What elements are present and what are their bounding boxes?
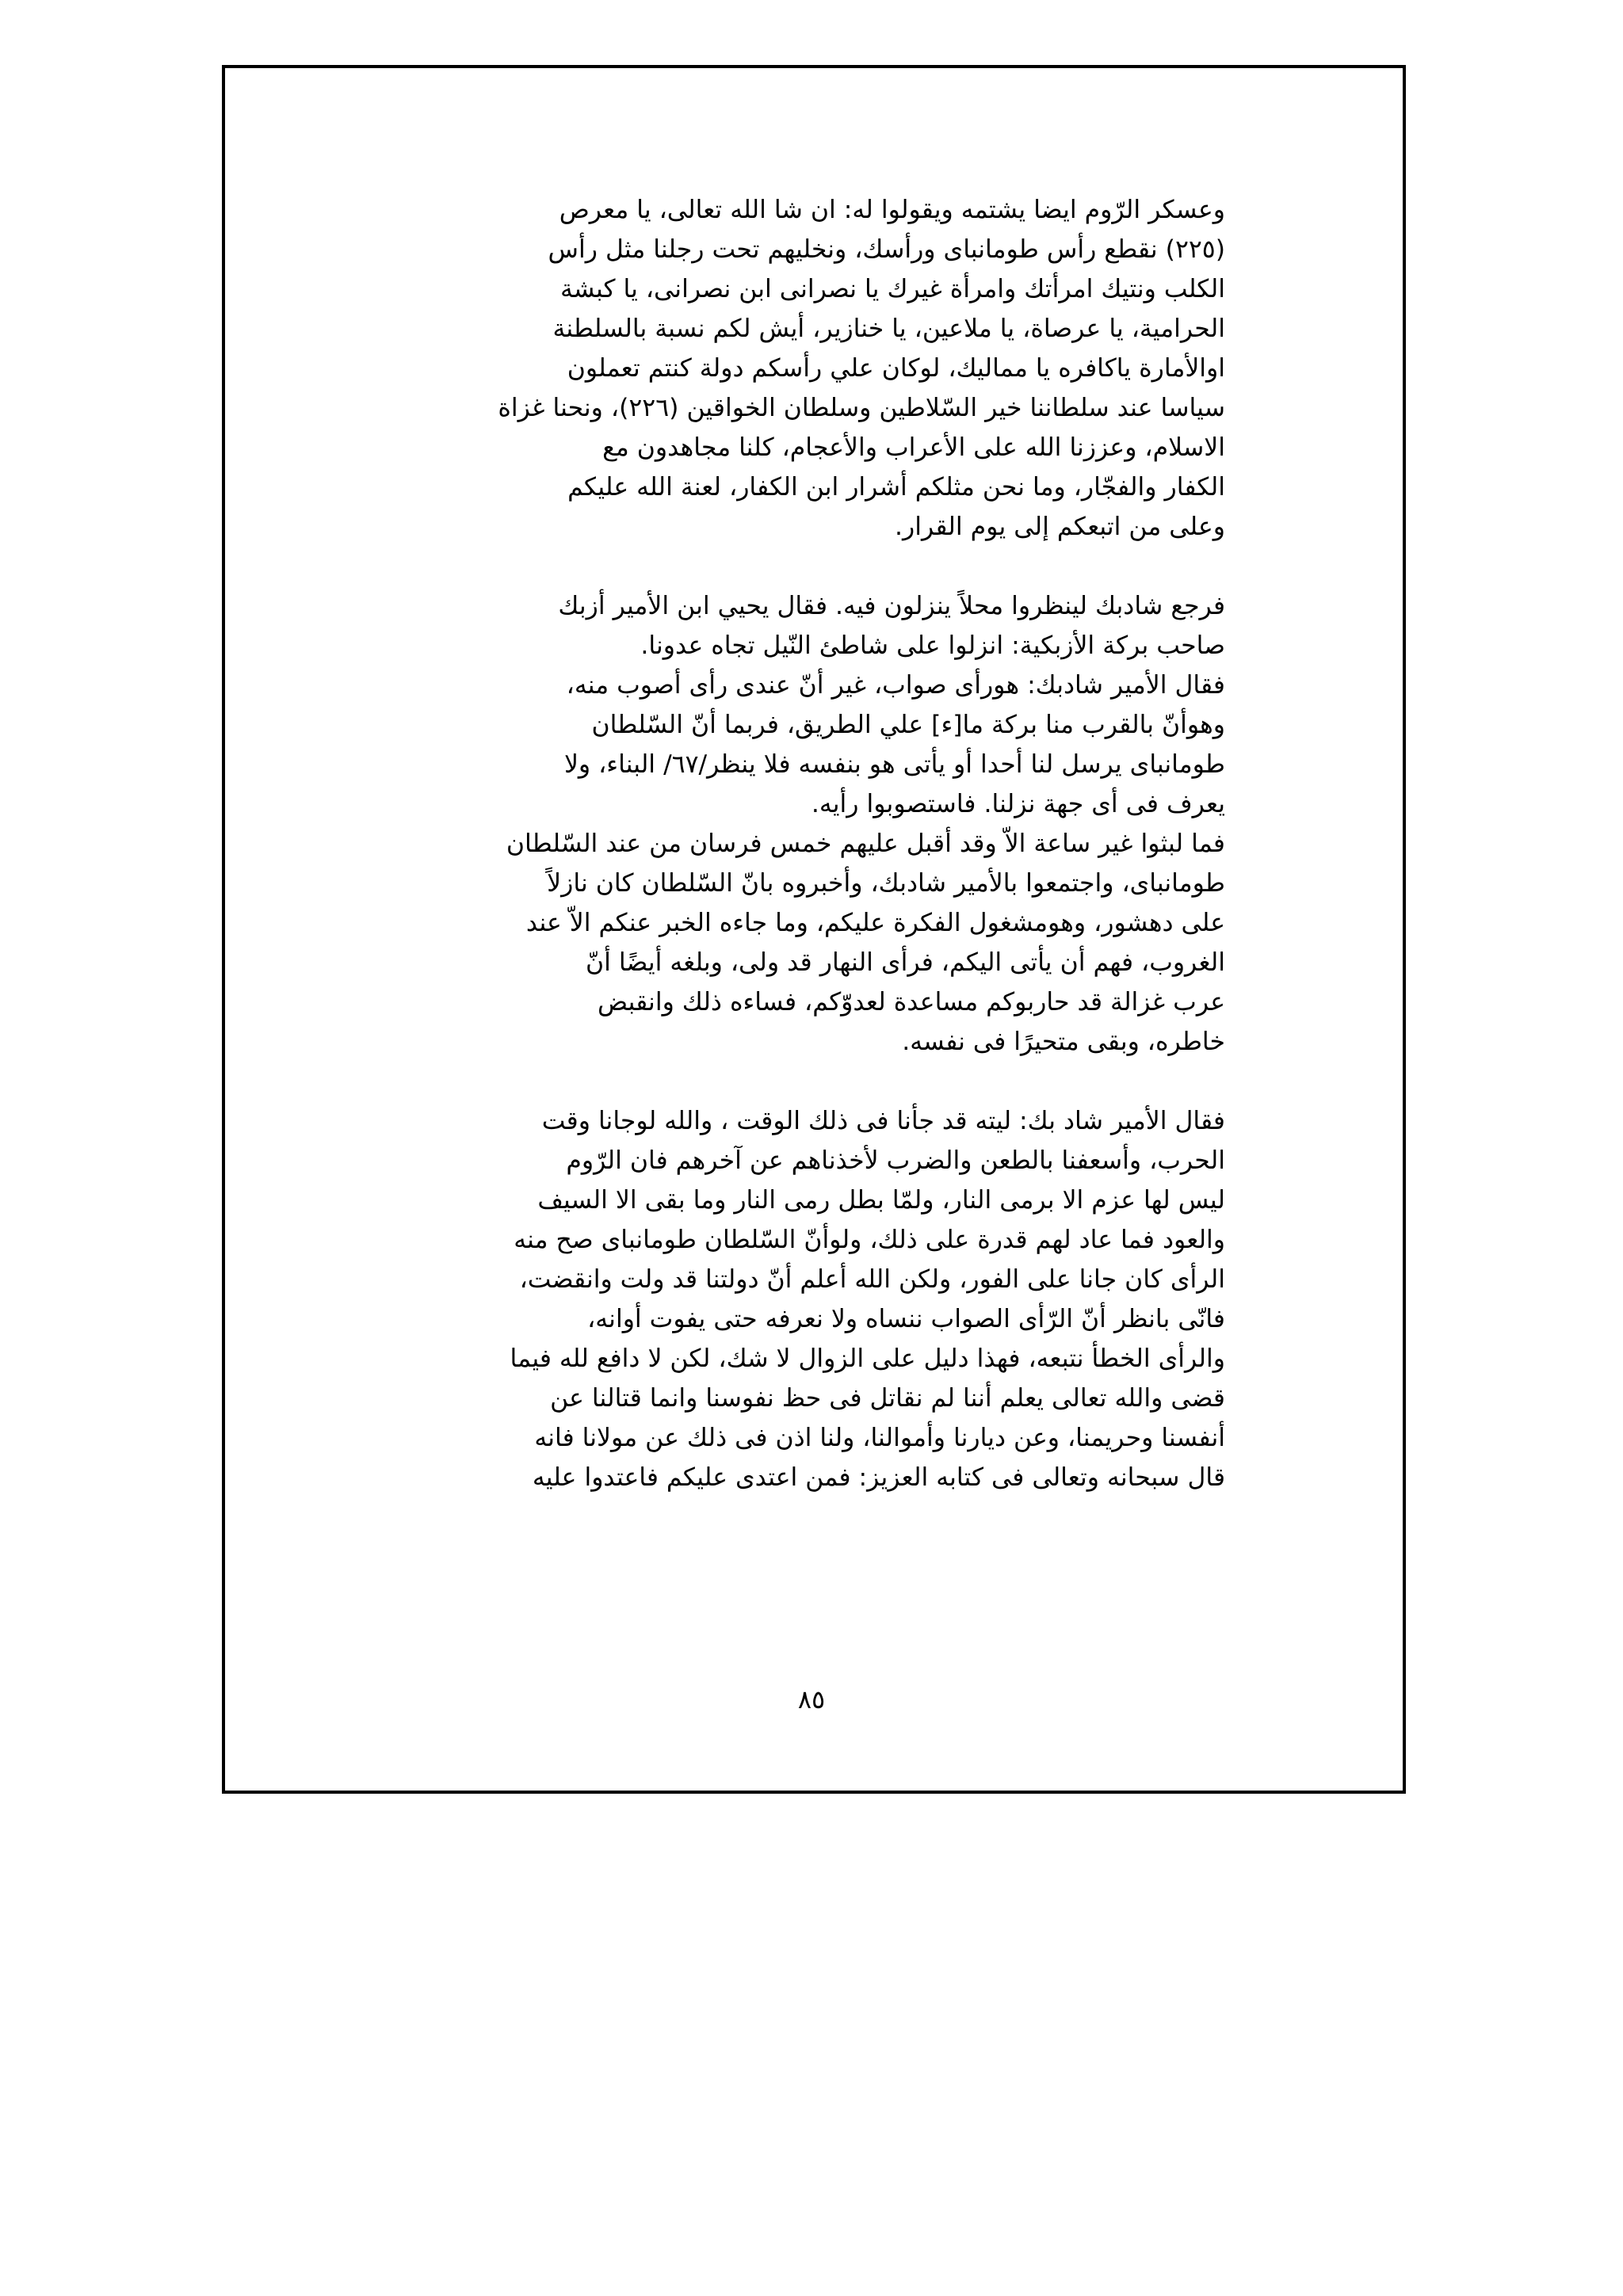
paragraph-1 [398, 190, 1225, 547]
text-line: قضى والله تعالى يعلم أننا لم نقاتل فى حظ نفوسنا وانما قتالنا عن [550, 1384, 1225, 1413]
text-line: الحرامية، يا عرصاة، يا ملاعين، يا خنازير، أيش لكم نسبة بالسلطنة [552, 315, 1225, 343]
text-line: الرأى كان جانا على الفور، ولكن الله أعلم أنّ دولتنا قد ولت وانقضت، [519, 1265, 1225, 1294]
text-line: طومانباى، واجتمعوا بالأمير شادبك، وأخبروه بانّ السّلطان كان نازلاً [547, 869, 1225, 898]
text-line: خاطره، وبقى متحيرًا فى نفسه. [902, 1028, 1225, 1056]
text-line: فرجع شادبك لينظروا محلاً ينزلون فيه. فقال يحيي ابن الأمير أزبك [558, 592, 1225, 620]
text-line: (٢٢٥) نقطع رأس طومانباى ورأسك، ونخليهم تحت رجلنا مثل رأس [548, 235, 1225, 264]
text-line: فانّى بانظر أنّ الرّأى الصواب ننساه ولا نعرفه حتى يفوت أوانه، [587, 1305, 1225, 1333]
text-line: على دهشور، وهومشغول الفكرة عليكم، وما جاءه الخبر عنكم الاّ عند [525, 909, 1225, 937]
text-line: صاحب بركة الأزبكية: انزلوا على شاطئ النّيل تجاه عدونا. [640, 631, 1225, 660]
text-line: يعرف فى أى جهة نزلنا. فاستصوبوا رأيه. [811, 790, 1225, 818]
text-line: فما لبثوا غير ساعة الاّ وقد أقبل عليهم خمس فرسان من عند السّلطان [506, 830, 1225, 858]
text-line: وعلى من اتبعكم إلى يوم القرار. [895, 513, 1225, 541]
text-line: الكفار والفجّار، وما نحن مثلكم أشرار ابن الكفار، لعنة الله عليكم [567, 473, 1225, 502]
text-line: الحرب، وأسعفنا بالطعن والضرب لأخذناهم عن آخرهم فان الرّوم [566, 1146, 1225, 1175]
body-text [398, 190, 1225, 1497]
text-line: فقال الأمير شادبك: هورأى صواب، غير أنّ عندى رأى أصوب منه، [566, 671, 1225, 700]
text-line: ليس لها عزم الا برمى النار، ولمّا بطل رمى النار وما بقى الا السيف [537, 1186, 1225, 1215]
text-line: وهوأنّ بالقرب منا بركة ما[ء] علي الطريق، فربما أنّ السّلطان [591, 711, 1225, 739]
text-line: طومانباى يرسل لنا أحدا أو يأتى هو بنفسه فلا ينظر/٦٧/ البناء، ولا [563, 750, 1225, 779]
text-line: الاسلام، وعززنا الله على الأعراب والأعجام، كلنا مجاهدون مع [602, 433, 1225, 462]
page-number: ٨٥ [797, 1684, 826, 1714]
text-line: الغروب، فهم أن يأتى اليكم، فرأى النهار قد ولى، وبلغه أيضًا أنّ [586, 948, 1225, 977]
text-line: قال سبحانه وتعالى فى كتابه العزيز: فمن اعتدى عليكم فاعتدوا عليه [532, 1463, 1225, 1492]
text-line: أنفسنا وحريمنا، وعن ديارنا وأموالنا، ولنا اذن فى ذلك عن مولانا فانه [534, 1424, 1225, 1452]
text-line: الكلب ونتيك امرأتك وامرأة غيرك يا نصرانى ابن نصرانى، يا كبشة [560, 275, 1225, 303]
text-line: اوالأمارة ياكافره يا مماليك، لوكان علي رأسكم دولة كنتم تعملون [567, 354, 1225, 383]
paragraph-spacer [398, 1062, 1225, 1101]
text-line: وعسكر الرّوم ايضا يشتمه ويقولوا له: ان شا الله تعالى، يا معرص [559, 196, 1225, 224]
paragraph-3 [398, 1101, 1225, 1497]
text-line: فقال الأمير شاد بك: ليته قد جأنا فى ذلك الوقت ، والله لوجانا وقت [541, 1107, 1225, 1135]
text-line: سياسا عند سلطاننا خير السّلاطين وسلطان الخواقين (٢٢٦)، ونحنا غزاة [498, 394, 1225, 422]
text-line: والرأى الخطأ نتبعه، فهذا دليل على الزوال لا شك، لكن لا دافع لله فيما [510, 1344, 1225, 1373]
text-line: والعود فما عاد لهم قدرة على ذلك، ولوأنّ السّلطان طومانباى صح منه [514, 1226, 1225, 1254]
paragraph-spacer [398, 547, 1225, 586]
paragraph-2 [398, 586, 1225, 1062]
text-line: عرب غزالة قد حاربوكم مساعدة لعدوّكم، فساءه ذلك وانقبض [598, 988, 1225, 1016]
